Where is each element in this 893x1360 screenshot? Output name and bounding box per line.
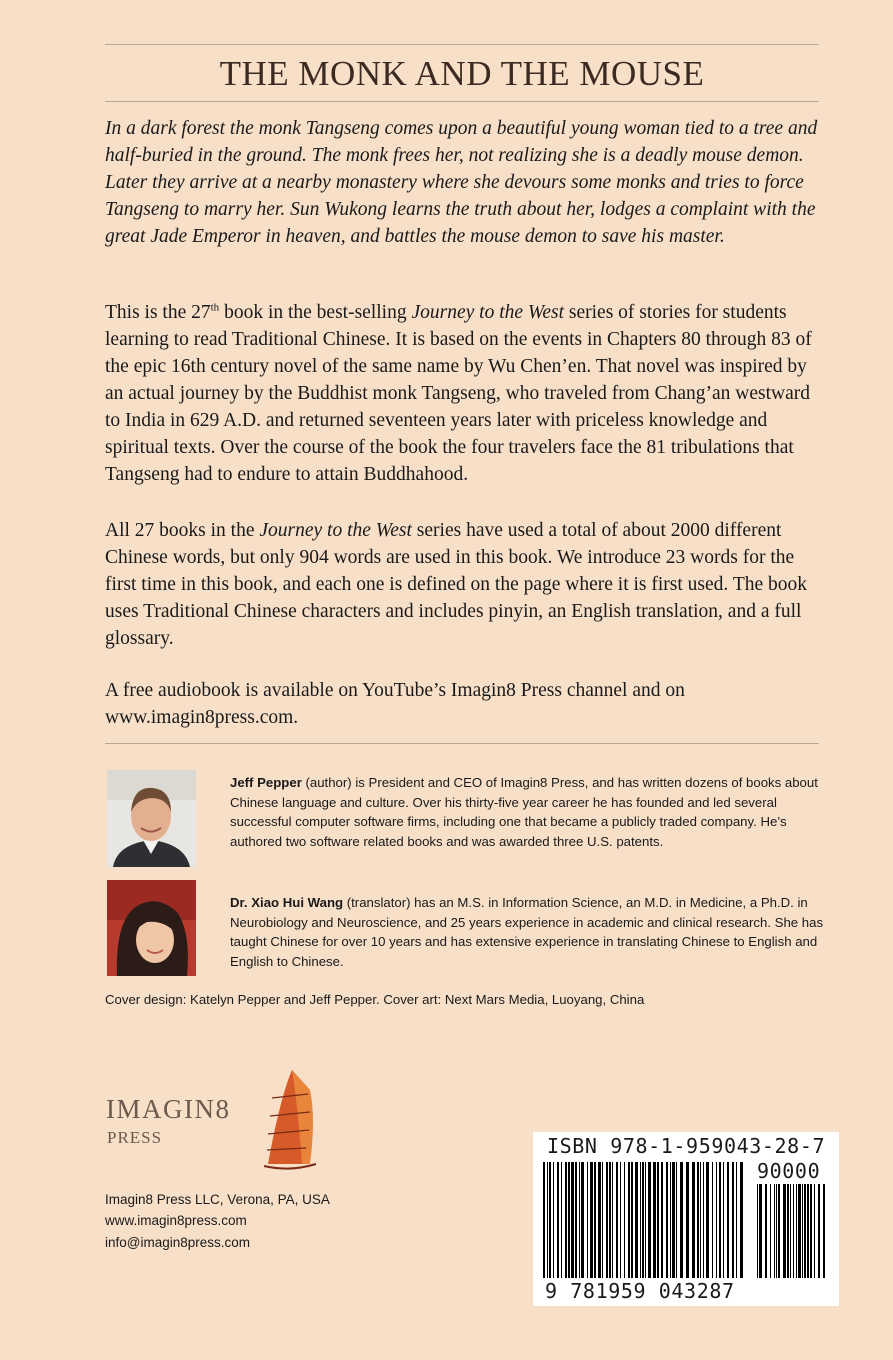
publisher-website: www.imagin8press.com	[105, 1213, 247, 1228]
series-text-c: series of stories for students learning to read Traditional Chinese. It is based on the events in Chapters 80 through 83 of the epic 16th century novel of the same name by Wu Chen’en. That novel was inspired by an actual journey by the Buddhist monk Tangseng, who traveled from Chang’an westward to India in 629 A.D. and returned seventeen years later with priceless knowledge and spiritual texts. Over the course of the book the four travelers face the 81 tribulations that Tangseng had to endure to attain Buddhahood.	[105, 302, 812, 485]
translator-bio-text: (translator) has an M.S. in Information Science, an M.D. in Medicine, a Ph.D. in Neurobiology and Neuroscience, and 25 years experience in academic and clinical research. She has taught Chinese for over 10 years and has extensive experience in translating Chinese to English and English to Chinese.	[230, 895, 824, 969]
translator-bio	[230, 893, 830, 971]
ordinal-suffix: th	[210, 301, 220, 314]
junk-sail-logo-icon	[262, 1068, 318, 1172]
series-name: Journey to the West	[411, 302, 565, 323]
series-text-b: book in the best-selling	[219, 302, 412, 323]
series-text-a: This is the 27	[105, 302, 211, 323]
intro-paragraph: In a dark forest the monk Tangseng comes upon a beautiful young woman tied to a tree and half-buried in the ground. The monk frees her, not realizing she is a deadly mouse demon. Later they arrive at a nearby monastery where she devours some monks and tries to force Tangseng to marry her. Sun Wukong learns the truth about her, lodges a complaint with the great Jade Emperor in heaven, and battles the mouse demon to save his master.	[105, 118, 818, 247]
isbn-barcode	[533, 1132, 839, 1306]
translator-photo	[107, 880, 196, 976]
vocab-text-b: series have used a total of about 2000 different Chinese words, but only 904 words are used in this book. We introduce 23 words for the first time in this book, and each one is defined on the page where it is first used. The book uses Traditional Chinese characters and includes pinyin, an English translation, and a full glossary.	[105, 520, 808, 649]
author-bio	[230, 773, 830, 851]
cover-credits: Cover design: Katelyn Pepper and Jeff Pepper. Cover art: Next Mars Media, Luoyang, China	[105, 992, 645, 1007]
author-name: Jeff Pepper	[230, 775, 302, 790]
author-bio-text: (author) is President and CEO of Imagin8 Press, and has written dozens of books about Chinese language and culture. Over his thirty-five year career he has founded and led several successful computer software firms, including one that became a publicly traded company. He’s authored two software related books and was awarded three U.S. patents.	[230, 775, 818, 849]
isbn-number: ISBN 978-1-959043-28-7	[547, 1134, 826, 1158]
author-photo	[107, 770, 196, 867]
series-name: Journey to the West	[259, 520, 412, 541]
series-paragraph	[105, 299, 819, 488]
publisher-logo-subtitle: PRESS	[107, 1128, 163, 1147]
top-rule	[105, 44, 819, 45]
publisher-logo-wordmark: IMAGIN8	[106, 1094, 231, 1124]
ean-number: 9 781959 043287	[545, 1279, 735, 1303]
vocab-text-a: All 27 books in the	[105, 520, 260, 541]
publisher-address: Imagin8 Press LLC, Verona, PA, USA	[105, 1192, 330, 1207]
price-addon: 90000	[757, 1159, 821, 1183]
title-rule	[105, 101, 819, 102]
publisher-email: info@imagin8press.com	[105, 1235, 251, 1250]
vocabulary-paragraph	[105, 517, 819, 652]
bio-rule	[105, 743, 819, 744]
book-title: THE MONK AND THE MOUSE	[219, 54, 705, 93]
audiobook-paragraph: A free audiobook is available on YouTube’s Imagin8 Press channel and on www.imagin8press.com.	[105, 680, 685, 728]
translator-name: Dr. Xiao Hui Wang	[230, 895, 344, 910]
